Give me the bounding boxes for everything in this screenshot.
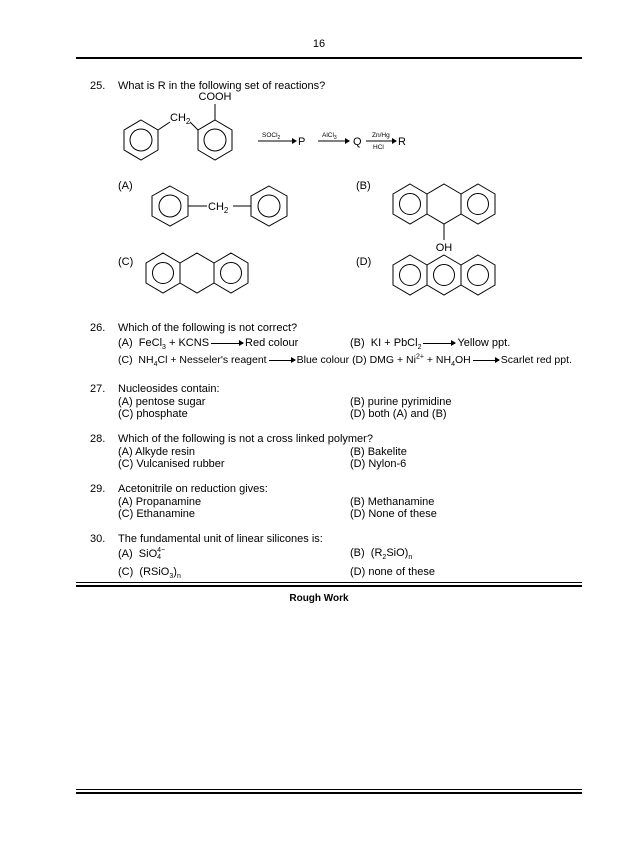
arrow-icon [211, 343, 243, 344]
product-r: R [398, 136, 406, 148]
q30-option-a: (A) SiO 4− 4 [118, 547, 166, 561]
product-q: Q [353, 136, 362, 148]
q26-number: 26. [90, 322, 106, 334]
q28-option-b: (B) Bakelite [350, 446, 407, 458]
option-a-ch2: $CH_2$ [208, 201, 229, 215]
option-a-ring-left [152, 186, 188, 226]
q29-option-a: (A) Propanamine [118, 496, 202, 508]
rough-work-rule-top-2 [76, 585, 582, 587]
q25-text: What is R in the following set of reactions? [118, 80, 326, 92]
page-number: 16 [312, 38, 326, 50]
q29-option-d: (D) None of these [350, 508, 437, 520]
reagent-znhg: Zn/Hg [372, 132, 390, 139]
q27-number: 27. [90, 383, 106, 395]
q27-option-c: (C) phosphate [118, 408, 188, 420]
q25-option-a-label: (A) [118, 180, 133, 192]
q27-text: Nucleosides contain: [118, 383, 220, 395]
q25-option-c-label: (C) [118, 256, 134, 268]
rough-work-rule-top-1 [76, 582, 582, 583]
q28-option-a: (A) Alkyde resin [118, 446, 196, 458]
q30-option-b: (B) $(R_2SiO)_n$ [350, 547, 413, 562]
q30-option-d: (D) none of these [350, 566, 435, 578]
arrow-icon [423, 343, 455, 344]
reactant-ring-left [124, 120, 158, 160]
option-b-ring-left [393, 184, 427, 224]
q25-option-d-label: (D) [356, 256, 372, 268]
option-b-oh: OH [435, 242, 453, 254]
q29-text: Acetonitrile on reduction gives: [118, 483, 268, 495]
reagent-socl2: SOCl$_2$ [262, 132, 281, 141]
option-c-ring-middle [180, 253, 214, 293]
arrow-icon [473, 360, 499, 361]
option-d-ring-middle [427, 255, 461, 295]
option-c-ring-right [214, 253, 248, 293]
q30-text: The fundamental unit of linear silicones is: [118, 533, 323, 545]
q28-option-d: (D) Nylon-6 [350, 458, 407, 470]
q27-option-b: (B) purine pyrimidine [350, 396, 452, 408]
arrow-icon [269, 360, 295, 361]
option-c-ring-left [146, 253, 180, 293]
q25-option-b-label: (B) [356, 180, 371, 192]
q26-options-cd: (C) $NH_4Cl$ + Nesseler's reagent Blue colour (D) DMG + $Ni^{2+} + NH_4OH$ Scarlet red ppt. [118, 353, 572, 369]
option-b-ring-middle [427, 184, 461, 224]
q25-structures [0, 0, 638, 310]
reaction-cooh: COOH [198, 91, 232, 103]
reagent-alcl3: AlCl$_3$ [322, 132, 337, 141]
q30-number: 30. [90, 533, 106, 545]
footer-rule-2 [76, 792, 582, 794]
product-p: P [298, 136, 306, 148]
q28-option-c: (C) Vulcanised rubber [118, 458, 225, 470]
q29-option-c: (C) Ethanamine [118, 508, 196, 520]
footer-rule-1 [76, 789, 582, 790]
q27-option-d: (D) both (A) and (B) [350, 408, 447, 420]
q29-number: 29. [90, 483, 106, 495]
option-d-ring-right [461, 255, 495, 295]
option-a-ring-right [251, 186, 287, 226]
q26-text: Which of the following is not correct? [118, 322, 298, 334]
q26-option-a: (A) FeCl$_3$ + KCNS Red colour [118, 337, 299, 352]
q29-option-b: (B) Methanamine [350, 496, 435, 508]
q26-option-b: (B) KI + PbCl$_2$ Yellow ppt. [350, 337, 511, 352]
q28-number: 28. [90, 433, 106, 445]
reaction-ch2: $CH_2$ [170, 112, 191, 126]
option-d-ring-left [393, 255, 427, 295]
rough-work-heading: Rough Work [289, 593, 349, 604]
reactant-ring-right [198, 120, 232, 160]
q25-number: 25. [90, 80, 106, 92]
q28-text: Which of the following is not a cross linked polymer? [118, 433, 373, 445]
reagent-hcl: HCl [373, 144, 384, 151]
q27-option-a: (A) pentose sugar [118, 396, 206, 408]
q30-option-c: (C) $(RSiO_3)_n$ [118, 566, 181, 581]
option-b-ring-right [461, 184, 495, 224]
